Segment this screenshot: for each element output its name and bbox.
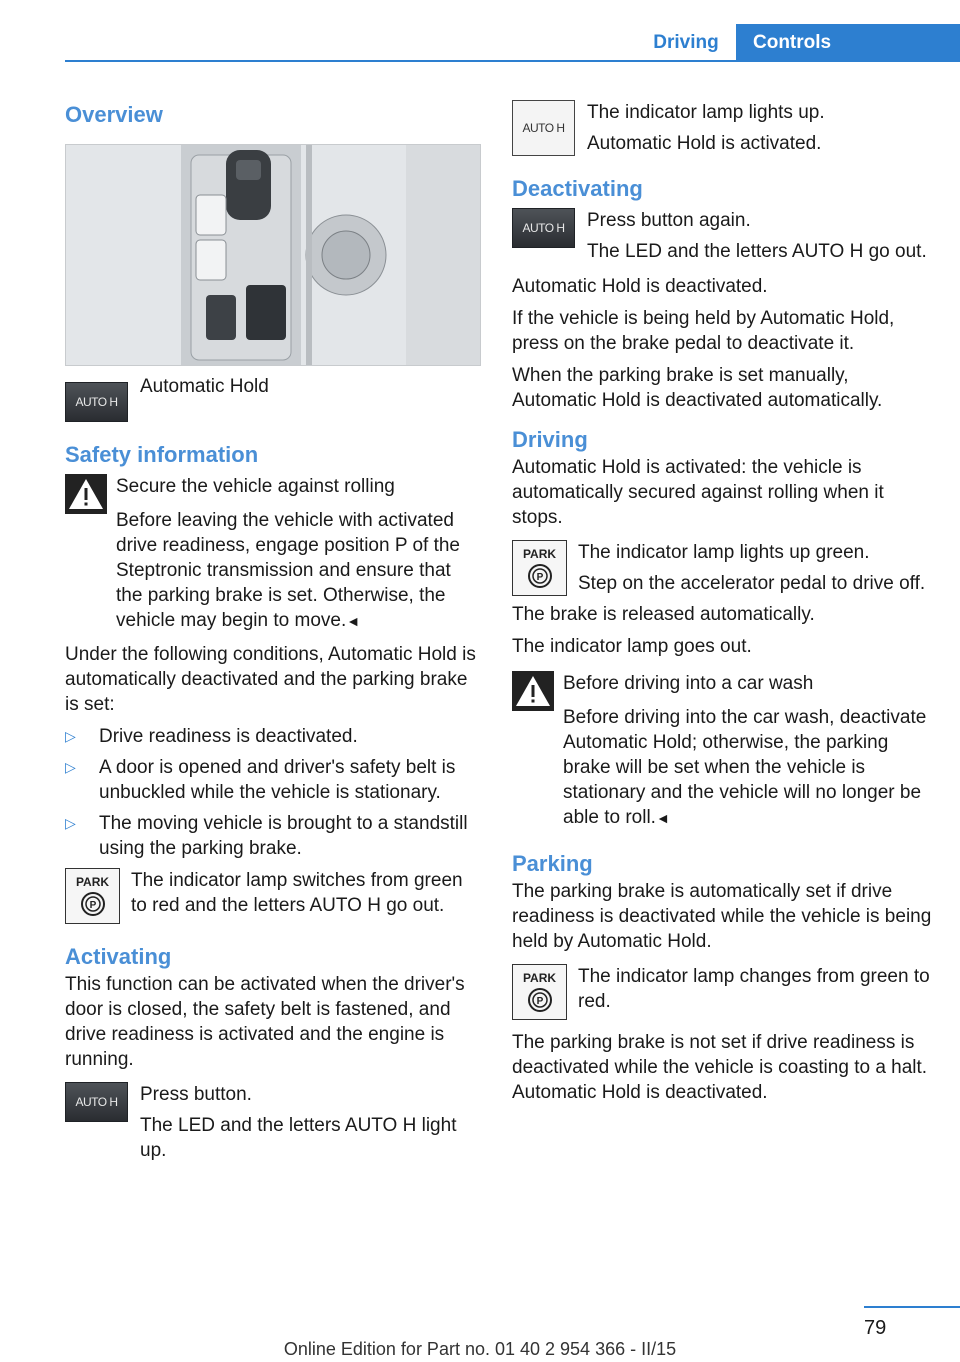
overview-heading: Overview bbox=[65, 102, 163, 127]
list-item: ▷ The moving vehicle is brought to a standstill using the parking brake. bbox=[65, 813, 468, 859]
park-indicator-icon: PARK P bbox=[512, 964, 567, 1020]
warning-car-wash-title: Before driving into a car wash bbox=[563, 673, 814, 694]
park-lamp-text: The indicator lamp switches from green to red and the letters AUTO H go out. bbox=[131, 870, 463, 916]
console-illustration bbox=[66, 145, 481, 366]
parking-brake-icon bbox=[527, 563, 553, 589]
lamp-lights-up-row bbox=[512, 100, 932, 156]
parking-heading: Parking bbox=[512, 851, 593, 876]
parking-brake-icon bbox=[80, 891, 106, 917]
press-button-block bbox=[65, 1082, 481, 1163]
lamp-green-text: The indicator lamp lights up green. bbox=[578, 542, 870, 563]
activating-text: This function can be activated when the driver's door is closed, the safety belt is fastened, and drive readiness is activated and the engine is running. bbox=[65, 974, 465, 1070]
end-mark-icon: ◄ bbox=[346, 613, 361, 629]
manual-text: When the parking brake is set manually, Automatic Hold is deactivated automatically. bbox=[512, 365, 883, 411]
driving-heading: Driving bbox=[512, 427, 588, 452]
hold-deactivated-text: Automatic Hold is deactivated. bbox=[512, 276, 768, 297]
brake-released-text: The brake is released automatically. bbox=[512, 604, 815, 625]
lamp-changes-text: The indicator lamp changes from green to red. bbox=[578, 966, 930, 1012]
lamp-goes-out-text: The indicator lamp goes out. bbox=[512, 636, 752, 657]
led-light-up-text: The LED and the letters AUTO H light up. bbox=[140, 1115, 457, 1161]
console-photo bbox=[65, 144, 481, 366]
led-go-out-text: The LED and the letters AUTO H go out. bbox=[587, 241, 927, 262]
not-set-text: The parking brake is not set if drive readiness is deactivated while the vehicle is coasting to a halt. Automatic Hold is deactivated. bbox=[512, 1032, 928, 1103]
left-column bbox=[65, 100, 481, 1163]
svg-text:P: P bbox=[536, 572, 543, 583]
svg-text:P: P bbox=[89, 900, 96, 911]
auto-h-button-icon: AUTO H bbox=[65, 1082, 128, 1122]
page-number: 79 bbox=[864, 1317, 887, 1339]
warning-icon bbox=[512, 671, 554, 711]
auto-h-button-icon: AUTO H bbox=[65, 382, 128, 422]
activating-heading: Activating bbox=[65, 944, 172, 969]
park-indicator-icon: PARK P bbox=[65, 868, 120, 924]
warning-rolling bbox=[65, 474, 481, 634]
warning-car-wash-text: Before driving into the car wash, deactivate Automatic Hold; otherwise, the parking brake will be set when the vehicle is stationary and the vehicle will no longer be able to roll. bbox=[563, 707, 927, 828]
press-again-block bbox=[512, 208, 932, 264]
list-item: ▷ Drive readiness is deactivated. bbox=[65, 726, 358, 747]
lamp-changes-row bbox=[512, 964, 932, 1020]
end-mark-icon: ◄ bbox=[655, 810, 670, 826]
footer-rule bbox=[864, 1306, 960, 1308]
bullet-arrow-icon: ▷ bbox=[65, 728, 76, 744]
right-column bbox=[512, 100, 932, 1112]
auto-h-button-icon: AUTO H bbox=[512, 208, 575, 248]
header-tab-controls: Controls bbox=[736, 24, 960, 62]
warning-icon bbox=[65, 474, 107, 514]
warning-rolling-title: Secure the vehicle against rolling bbox=[116, 476, 395, 497]
bullet-arrow-icon: ▷ bbox=[65, 815, 76, 831]
driving-text: Automatic Hold is activated: the vehicle is automatically secured against rolling when it stops. bbox=[512, 457, 884, 528]
parking-brake-icon bbox=[527, 987, 553, 1013]
auto-hold-row bbox=[65, 376, 481, 422]
auto-hold-label: Automatic Hold bbox=[140, 376, 269, 397]
conditions-intro: Under the following conditions, Automatic Hold is automatically deactivated and the parking brake is set: bbox=[65, 644, 476, 715]
lamp-green-row bbox=[512, 540, 932, 596]
svg-text:P: P bbox=[536, 996, 543, 1007]
bullet-arrow-icon: ▷ bbox=[65, 759, 76, 775]
auto-h-indicator-icon: AUTO H bbox=[512, 100, 575, 156]
safety-heading: Safety information bbox=[65, 442, 259, 467]
park-lamp-row bbox=[65, 868, 481, 924]
warning-car-wash bbox=[512, 671, 932, 831]
step-accel-text: Step on the accelerator pedal to drive off. bbox=[578, 573, 926, 594]
deactivating-heading: Deactivating bbox=[512, 176, 643, 201]
hold-activated-text: Automatic Hold is activated. bbox=[587, 133, 822, 154]
press-button-text: Press button. bbox=[140, 1084, 252, 1105]
conditions-list bbox=[65, 724, 481, 861]
parking-text: The parking brake is automatically set if drive readiness is deactivated while the vehicle is being held by Automatic Hold. bbox=[512, 881, 932, 952]
list-item: ▷ A door is opened and driver's safety belt is unbuckled while the vehicle is stationary. bbox=[65, 757, 456, 803]
press-again-text: Press button again. bbox=[587, 210, 751, 231]
header-tab-driving: Driving bbox=[653, 32, 719, 53]
held-text: If the vehicle is being held by Automatic Hold, press on the brake pedal to deactivate it. bbox=[512, 308, 895, 354]
lamp-lights-up-text: The indicator lamp lights up. bbox=[587, 102, 825, 123]
warning-rolling-text: Before leaving the vehicle with activated drive readiness, engage position P of the Steptronic transmission and ensure that the parking brake is set. Otherwise, the vehicle may begin to move. bbox=[116, 510, 460, 631]
park-indicator-icon: PARK P bbox=[512, 540, 567, 596]
footer-edition: Online Edition for Part no. 01 40 2 954 366 - II/15 bbox=[283, 1339, 677, 1359]
